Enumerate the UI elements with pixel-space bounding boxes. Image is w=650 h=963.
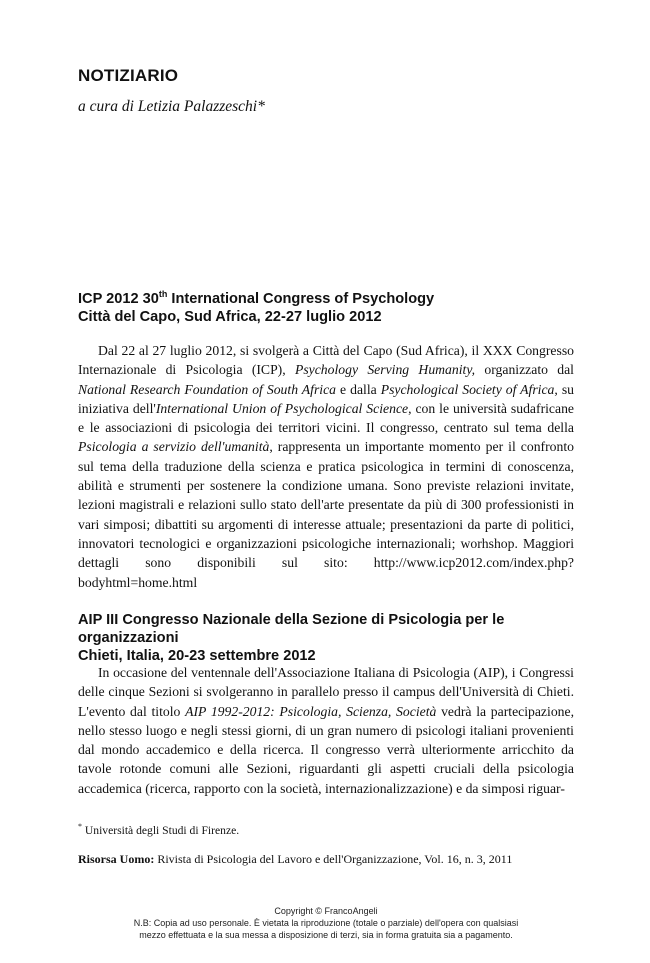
- footnote-marker: *: [78, 822, 82, 831]
- footnote: [78, 822, 239, 837]
- article1-heading: [78, 290, 578, 326]
- body-text-segment: Dal 22 al 27 luglio 2012, si svolgerà a Città del Capo (Sud Africa), il XXX Congresso Internazionale di Psicologia (ICP),: [78, 343, 574, 378]
- article2-body: [78, 663, 574, 798]
- italic-text: Psychological Society of Africa: [380, 381, 555, 397]
- body-text-segment: vedrà la partecipazione, nello stesso luogo e negli stessi giorni, di un gran numero di psicologi italiani provenienti dal mondo accademico e della ricerca. Il congresso verrà ulteriormente arricchito da tavole rotonde comuni alle Sezioni, riguardanti gli aspetti cruciali della psicologia accademica (ricerca, rapporto con la società, internazionalizzazione) e da simposi riguar-: [78, 703, 574, 796]
- body-text-segment: , rappresenta un importante momento per il confronto sul tema della traduzione della scienza e pratica psicologica in termini di conoscenza, abilità e strumenti per sostenere la condizione umana. Sono previste relazioni invitate, lezioni magistrali e relazioni sullo stato dell'arte presentate da più di 300 professionisti in vari simposi; dibattiti su argomenti di interesse attuale; presentazioni da parte di politici, innovatori tecnologici e organizzazioni psicologiche internazionali; worhshop. Maggiori dettagli sono disponibili sul sito: http://www.icp2012.com/index.php?bodyhtml=home.html: [78, 439, 574, 590]
- footnote-text: Università degli Studi di Firenze.: [82, 823, 240, 837]
- article2-heading: [78, 611, 578, 665]
- body-text-segment: organizzato dal: [475, 362, 574, 378]
- copyright-line2: N.B: Copia ad uso personale. È vietata la riproduzione (totale o parziale) dell'opera con qualsiasi: [133, 918, 519, 928]
- copyright-line3: mezzo effettuata e la sua messa a disposizione di terzi, sia in forma gratuita sia a pagamento.: [139, 930, 513, 940]
- copyright-line1: Copyright © FrancoAngeli: [274, 906, 378, 916]
- italic-text: Psychology Serving Humanity,: [294, 362, 476, 378]
- italic-text: AIP 1992-2012: Psicologia, Scienza, Società: [185, 703, 437, 719]
- italic-text: National Research Foundation of South Africa: [78, 381, 337, 397]
- body-text-segment: , con le università sudafricane e le associazioni di psicologia dei territori vicini. Il congresso, centrato sul tema della: [78, 400, 574, 436]
- body-text-segment: e dalla: [336, 381, 381, 397]
- italic-text: Psicologia a servizio dell'umanità: [78, 439, 270, 455]
- article1-heading-pre: ICP 2012 30: [78, 291, 159, 307]
- body-text-segment: In occasione del ventennale dell'Associazione Italiana di Psicologia (AIP), i Congressi delle cinque Sezioni si svolgeranno in parallelo presso il campus dell'Università di Chieti. L'evento dal titolo: [78, 665, 574, 719]
- article2-heading-line2: Chieti, Italia, 20-23 settembre 2012: [78, 648, 316, 664]
- article2-heading-line1: AIP III Congresso Nazionale della Sezione di Psicologia per le organizzazioni: [78, 612, 505, 646]
- section-title: NOTIZIARIO: [78, 66, 179, 85]
- journal-details: Rivista di Psicologia del Lavoro e dell'Organizzazione, Vol. 16, n. 3, 2011: [154, 852, 513, 866]
- article1-heading-line2: Città del Capo, Sud Africa, 22-27 luglio 2012: [78, 309, 382, 325]
- article1-heading-post: International Congress of Psychology: [167, 291, 435, 307]
- copyright-notice: [78, 905, 574, 941]
- italic-text: International Union of Psychological Science: [155, 400, 409, 416]
- article1-heading-line1: [78, 290, 578, 308]
- article1-heading-sup: th: [158, 289, 168, 300]
- article1-body: [78, 341, 574, 592]
- editor-line: a cura di Letizia Palazzeschi*: [78, 98, 265, 115]
- body-text-segment: , su iniziativa dell': [78, 381, 574, 416]
- journal-citation: [78, 852, 512, 867]
- journal-name: Risorsa Uomo:: [78, 852, 155, 866]
